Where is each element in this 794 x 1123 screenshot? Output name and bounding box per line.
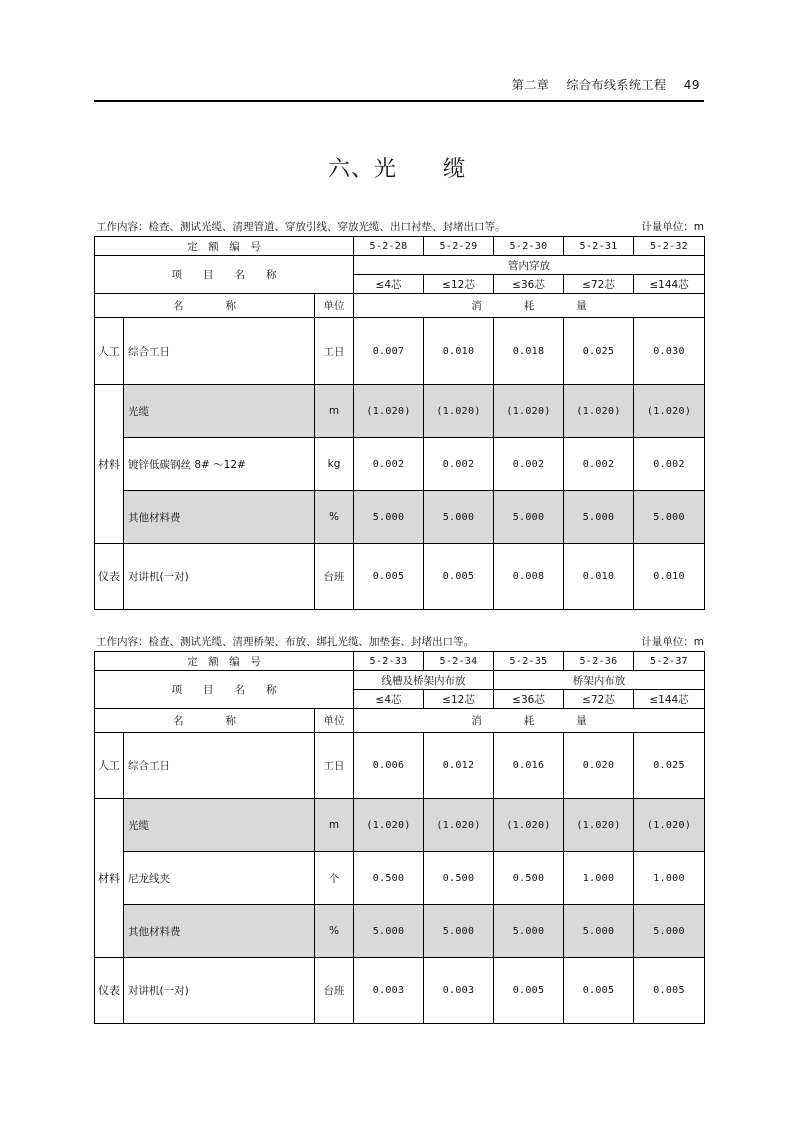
- name-column-header: 名 称: [95, 709, 315, 733]
- value-cell: 0.010: [634, 544, 705, 610]
- table-row: [95, 852, 705, 905]
- group-row: [95, 671, 705, 690]
- row-unit: 工日: [315, 318, 354, 385]
- spec-cell: ≤144芯: [634, 275, 705, 294]
- spec-cell: ≤4芯: [354, 275, 424, 294]
- quota-code: 5-2-30: [494, 237, 564, 256]
- item-name-label: 项 目 名 称: [95, 256, 354, 294]
- value-cell: 0.002: [354, 438, 424, 491]
- quota-code: 5-2-37: [634, 652, 705, 671]
- row-unit: 台班: [315, 544, 354, 610]
- quota-label: 定 额 编 号: [95, 652, 354, 671]
- value-cell: (1.020): [354, 799, 424, 852]
- category-meter: 仪表: [95, 544, 124, 610]
- value-cell: 5.000: [564, 905, 634, 958]
- quota-code: 5-2-32: [634, 237, 705, 256]
- value-cell: 0.500: [494, 852, 564, 905]
- value-cell: 0.500: [354, 852, 424, 905]
- row-unit: %: [315, 491, 354, 544]
- column-header-row: [95, 294, 705, 318]
- value-cell: 0.018: [494, 318, 564, 385]
- row-unit: kg: [315, 438, 354, 491]
- value-cell: 0.025: [634, 733, 705, 799]
- table-row: [95, 318, 705, 385]
- quota-code: 5-2-35: [494, 652, 564, 671]
- value-cell: 1.000: [634, 852, 705, 905]
- row-name: 其他材料费: [124, 491, 315, 544]
- group-label: 管内穿放: [354, 256, 705, 275]
- row-name: 综合工日: [124, 318, 315, 385]
- value-cell: (1.020): [564, 799, 634, 852]
- value-cell: 5.000: [564, 491, 634, 544]
- value-cell: 0.002: [564, 438, 634, 491]
- value-cell: 0.005: [354, 544, 424, 610]
- category-meter: 仪表: [95, 958, 124, 1024]
- value-cell: 1.000: [564, 852, 634, 905]
- chapter-header: 第二章 综合布线系统工程 49: [511, 78, 700, 92]
- value-cell: 0.020: [564, 733, 634, 799]
- value-cell: 0.002: [634, 438, 705, 491]
- work-content: 工作内容：检查、测试光缆、清理桥架、布放、绑扎光缆、加垫套、封堵出口等。: [96, 636, 474, 648]
- value-cell: 5.000: [634, 491, 705, 544]
- category-material: 材料: [95, 385, 124, 544]
- row-name: 综合工日: [124, 733, 315, 799]
- value-cell: (1.020): [424, 799, 494, 852]
- quota-code-row: [95, 652, 705, 671]
- category-labor: 人工: [95, 318, 124, 385]
- value-cell: (1.020): [424, 385, 494, 438]
- measure-unit: 计量单位：m: [641, 221, 704, 233]
- value-cell: 5.000: [634, 905, 705, 958]
- work-content: 工作内容：检查、测试光缆、清理管道、穿放引线、穿放光缆、出口衬垫、封堵出口等。: [96, 221, 506, 233]
- value-cell: 0.016: [494, 733, 564, 799]
- quota-code: 5-2-31: [564, 237, 634, 256]
- group-row: [95, 256, 705, 275]
- spec-cell: ≤12芯: [424, 690, 494, 709]
- value-cell: 0.005: [494, 958, 564, 1024]
- quota-code: 5-2-34: [424, 652, 494, 671]
- value-cell: 5.000: [354, 905, 424, 958]
- table-row: [95, 385, 705, 438]
- spec-cell: ≤72芯: [564, 275, 634, 294]
- value-cell: (1.020): [494, 799, 564, 852]
- value-cell: 0.030: [634, 318, 705, 385]
- page-header: [94, 72, 704, 102]
- value-cell: 0.025: [564, 318, 634, 385]
- value-cell: 0.005: [634, 958, 705, 1024]
- unit-column-header: 单位: [315, 294, 354, 318]
- spec-cell: ≤4芯: [354, 690, 424, 709]
- value-cell: 0.010: [424, 318, 494, 385]
- quota-table-1: [94, 236, 705, 610]
- quota-code: 5-2-29: [424, 237, 494, 256]
- spec-cell: ≤144芯: [634, 690, 705, 709]
- value-cell: 0.003: [354, 958, 424, 1024]
- row-name: 对讲机(一对): [124, 544, 315, 610]
- value-cell: (1.020): [494, 385, 564, 438]
- quota-code: 5-2-28: [354, 237, 424, 256]
- value-cell: 0.002: [424, 438, 494, 491]
- row-unit: 工日: [315, 733, 354, 799]
- quota-code-row: [95, 237, 705, 256]
- quota-table-2: [94, 651, 705, 1024]
- value-cell: 5.000: [424, 491, 494, 544]
- value-cell: (1.020): [634, 385, 705, 438]
- value-cell: (1.020): [564, 385, 634, 438]
- row-unit: %: [315, 905, 354, 958]
- consumption-header: 消 耗 量: [354, 709, 705, 733]
- value-cell: 0.006: [354, 733, 424, 799]
- value-cell: 0.010: [564, 544, 634, 610]
- column-header-row: [95, 709, 705, 733]
- row-name: 光缆: [124, 799, 315, 852]
- value-cell: (1.020): [354, 385, 424, 438]
- unit-column-header: 单位: [315, 709, 354, 733]
- row-name: 对讲机(一对): [124, 958, 315, 1024]
- category-material: 材料: [95, 799, 124, 958]
- table-row: [95, 905, 705, 958]
- value-cell: 5.000: [494, 905, 564, 958]
- spec-cell: ≤72芯: [564, 690, 634, 709]
- quota-label: 定 额 编 号: [95, 237, 354, 256]
- value-cell: 0.012: [424, 733, 494, 799]
- item-name-label: 项 目 名 称: [95, 671, 354, 709]
- value-cell: 0.500: [424, 852, 494, 905]
- value-cell: 0.008: [494, 544, 564, 610]
- spec-cell: ≤36芯: [494, 275, 564, 294]
- value-cell: 0.003: [424, 958, 494, 1024]
- group-label: 线槽及桥架内布放: [354, 671, 494, 690]
- row-name: 光缆: [124, 385, 315, 438]
- spec-cell: ≤12芯: [424, 275, 494, 294]
- value-cell: 0.005: [424, 544, 494, 610]
- table-row: [95, 733, 705, 799]
- table-row: [95, 544, 705, 610]
- section-title: 六、光 缆: [327, 157, 466, 182]
- quota-code: 5-2-36: [564, 652, 634, 671]
- table-row: [95, 491, 705, 544]
- category-labor: 人工: [95, 733, 124, 799]
- quota-code: 5-2-33: [354, 652, 424, 671]
- row-unit: m: [315, 385, 354, 438]
- row-name: 其他材料费: [124, 905, 315, 958]
- value-cell: 5.000: [494, 491, 564, 544]
- row-name: 镀锌低碳钢丝 8# ～12#: [124, 438, 315, 491]
- row-unit: 个: [315, 852, 354, 905]
- name-column-header: 名 称: [95, 294, 315, 318]
- table-row: [95, 799, 705, 852]
- row-unit: 台班: [315, 958, 354, 1024]
- group-label: 桥架内布放: [494, 671, 705, 690]
- spec-cell: ≤36芯: [494, 690, 564, 709]
- value-cell: 5.000: [354, 491, 424, 544]
- consumption-header: 消 耗 量: [354, 294, 705, 318]
- row-name: 尼龙线夹: [124, 852, 315, 905]
- value-cell: 0.005: [564, 958, 634, 1024]
- value-cell: (1.020): [634, 799, 705, 852]
- value-cell: 0.002: [494, 438, 564, 491]
- table-row: [95, 438, 705, 491]
- value-cell: 5.000: [424, 905, 494, 958]
- table-row: [95, 958, 705, 1024]
- measure-unit: 计量单位：m: [641, 636, 704, 648]
- value-cell: 0.007: [354, 318, 424, 385]
- row-unit: m: [315, 799, 354, 852]
